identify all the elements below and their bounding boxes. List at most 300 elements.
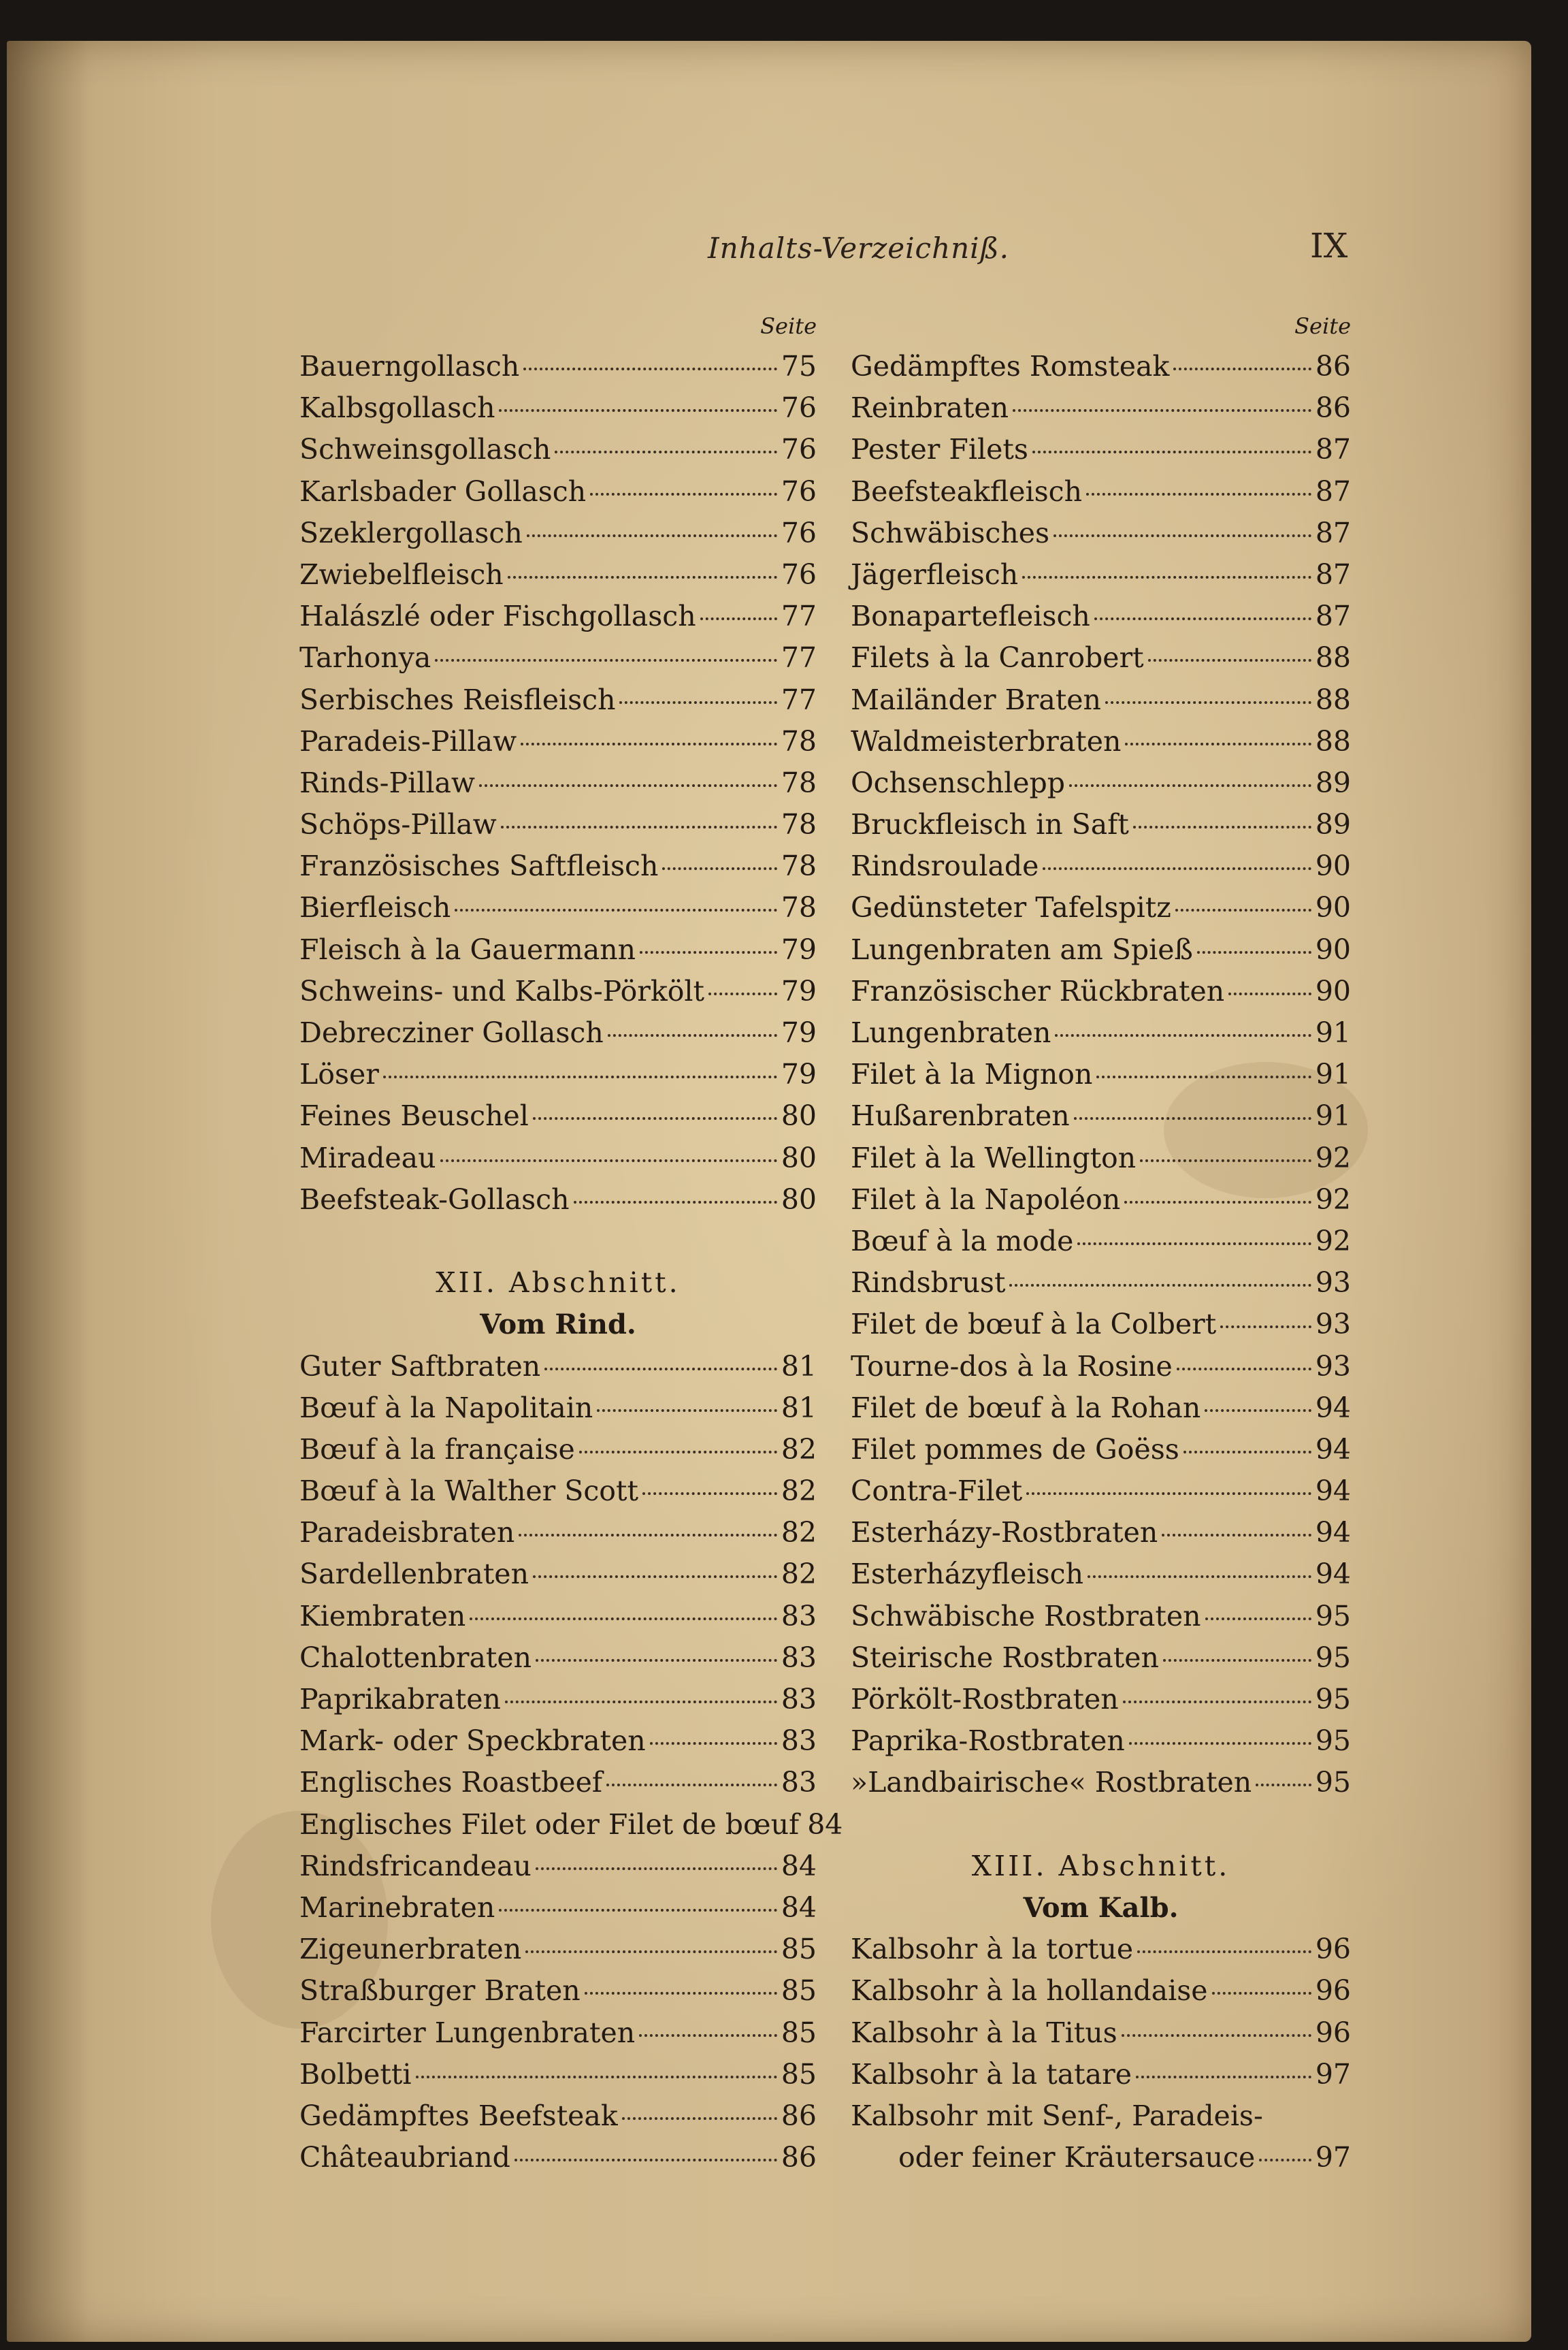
entry-page: 86 — [781, 2099, 817, 2132]
entry-title: Debrecziner Gollasch — [299, 1016, 604, 1049]
toc-entry — [851, 1720, 1351, 1762]
entry-title: Lungenbraten — [851, 1016, 1051, 1049]
toc-entry — [299, 554, 817, 596]
entry-page: 87 — [1315, 558, 1351, 591]
dot-leader — [1148, 659, 1311, 662]
entry-list — [851, 1929, 1351, 2095]
dot-leader — [383, 1076, 777, 1078]
entry-title: Straßburger Braten — [299, 1974, 581, 2008]
entry-page: 94 — [1315, 1432, 1351, 1466]
toc-entry — [851, 513, 1351, 554]
toc-entry — [299, 596, 817, 637]
entry-title: Bœuf à la française — [299, 1432, 575, 1466]
toc-entry — [299, 846, 817, 887]
toc-entry — [851, 1387, 1351, 1429]
entry-page: 79 — [781, 974, 817, 1008]
entry-title: Bolbetti — [299, 2057, 412, 2091]
dot-leader — [505, 1701, 777, 1703]
entry-title: Gedämpftes Romsteak — [851, 350, 1170, 383]
toc-entry — [299, 1095, 817, 1137]
entry-page: 91 — [1315, 1058, 1351, 1091]
dot-leader — [1140, 1159, 1311, 1162]
dot-leader — [608, 1034, 777, 1037]
entry-title: Gedünsteter Tafelspitz — [851, 891, 1171, 924]
entry-page: 87 — [1315, 516, 1351, 549]
dot-leader — [1220, 1325, 1311, 1328]
dot-leader — [619, 701, 777, 704]
dot-leader — [640, 951, 777, 954]
entry-title: Esterházy-Rostbraten — [851, 1516, 1158, 1549]
entry-page: 78 — [781, 808, 817, 841]
entry-page: 78 — [781, 850, 817, 883]
dot-leader — [499, 1909, 777, 1912]
dot-leader — [597, 1409, 777, 1412]
entry-page: 80 — [781, 1099, 817, 1133]
dot-leader — [1032, 451, 1311, 453]
dot-leader — [579, 1451, 777, 1453]
toc-entry — [851, 387, 1351, 429]
toc-entry — [299, 346, 817, 387]
entry-title: Contra-Filet — [851, 1475, 1023, 1508]
entry-title: Tourne-dos à la Rosine — [851, 1349, 1173, 1383]
seite-label: Seite — [760, 313, 817, 339]
entry-title: Rindsroulade — [851, 850, 1039, 883]
entry-title: Schweinsgollasch — [299, 433, 551, 466]
entry-title: Pester Filets — [851, 433, 1028, 466]
entry-list — [299, 346, 817, 1221]
entry-title: Englisches Roastbeef — [299, 1766, 603, 1799]
entry-title: Jägerfleisch — [851, 558, 1019, 591]
dot-leader — [1173, 368, 1311, 370]
entry-page: 78 — [781, 891, 817, 924]
dot-leader — [1069, 784, 1311, 787]
toc-entry — [851, 1262, 1351, 1304]
entry-page: 94 — [1315, 1391, 1351, 1424]
toc-entry — [851, 1095, 1351, 1137]
toc-entry — [299, 804, 817, 846]
section-heading: XII. Abschnitt. — [436, 1266, 681, 1300]
toc-entry — [851, 971, 1351, 1012]
dot-leader — [1133, 826, 1311, 828]
dot-leader — [1259, 2159, 1311, 2161]
dot-leader — [1175, 909, 1311, 912]
entry-page: 82 — [781, 1558, 817, 1591]
left-column — [299, 306, 843, 2178]
toc-entry — [851, 2137, 1351, 2178]
toc-entry-continued — [851, 2095, 1351, 2137]
entry-page: 80 — [781, 1141, 817, 1174]
toc-entry — [851, 1221, 1351, 1262]
toc-entry — [299, 637, 817, 679]
entry-title: Miradeau — [299, 1141, 436, 1174]
dot-leader — [536, 1867, 777, 1870]
dot-leader — [470, 1617, 777, 1620]
entry-title: Guter Saftbraten — [299, 1349, 541, 1383]
dot-leader — [523, 368, 777, 370]
entry-page: 90 — [1315, 891, 1351, 924]
entry-page: 79 — [781, 1058, 817, 1091]
toc-entry — [299, 1179, 817, 1221]
dot-leader — [514, 2159, 777, 2161]
toc-entry — [851, 596, 1351, 637]
entry-title: Serbisches Reisfleisch — [299, 683, 616, 716]
toc-entry — [299, 1512, 817, 1554]
entry-page: 86 — [1315, 391, 1351, 425]
entry-title: Zigeunerbraten — [299, 1933, 522, 1966]
entry-page: 90 — [1315, 933, 1351, 966]
entry-page: 89 — [1315, 808, 1351, 841]
entry-title: Kalbsohr mit Senf-, Paradeis- — [851, 2099, 1263, 2132]
dot-leader — [639, 2034, 777, 2037]
spacer — [851, 1804, 1351, 1846]
entry-title: Hußarenbraten — [851, 1099, 1070, 1133]
dot-leader — [533, 1117, 777, 1120]
toc-entry — [851, 679, 1351, 721]
entry-title: Kalbsohr à la tatare — [851, 2057, 1132, 2091]
entry-title: Halászlé oder Fischgollasch — [299, 600, 696, 633]
dot-leader — [1054, 534, 1311, 537]
entry-page: 86 — [781, 2141, 817, 2174]
toc-entry — [851, 1970, 1351, 2012]
toc-entry — [299, 471, 817, 513]
entry-page: 80 — [781, 1182, 817, 1216]
entry-page: 92 — [1315, 1224, 1351, 1257]
entry-title: Ochsenschlepp — [851, 766, 1065, 799]
entry-page: 89 — [1315, 766, 1351, 799]
toc-entry — [299, 1804, 843, 1846]
toc-entry — [299, 887, 817, 929]
entry-title: Paprika-Rostbraten — [851, 1724, 1125, 1758]
entry-page: 85 — [781, 1974, 817, 2008]
dot-leader — [1086, 493, 1311, 496]
dot-leader — [1013, 409, 1311, 412]
dot-leader — [1205, 1617, 1311, 1620]
dot-leader — [533, 1575, 777, 1578]
toc-entry — [851, 1138, 1351, 1179]
dot-leader — [1205, 1409, 1311, 1412]
dot-leader — [1026, 1492, 1311, 1495]
entry-title: Steirische Rostbraten — [851, 1641, 1159, 1674]
entry-title: Paradeisbraten — [299, 1516, 515, 1549]
entry-page: 94 — [1315, 1558, 1351, 1591]
toc-entry — [299, 1346, 817, 1387]
right-column — [851, 306, 1351, 2178]
entry-title: Rindsbrust — [851, 1266, 1006, 1300]
toc-entry — [299, 429, 817, 470]
dot-leader — [1137, 1950, 1311, 1953]
dot-leader — [1074, 1117, 1311, 1120]
toc-entry — [299, 387, 817, 429]
toc-entry — [299, 2095, 817, 2137]
dot-leader — [1163, 1659, 1311, 1662]
entry-page: 94 — [1315, 1475, 1351, 1508]
entry-page: 83 — [781, 1683, 817, 1716]
entry-page: 95 — [1315, 1683, 1351, 1716]
toc-entry — [299, 513, 817, 554]
dot-leader — [1129, 1742, 1311, 1745]
toc-entry — [851, 887, 1351, 929]
entry-title: Kiembraten — [299, 1599, 466, 1632]
dot-leader — [1177, 1368, 1311, 1370]
toc-entry — [851, 1429, 1351, 1470]
entry-page: 83 — [781, 1766, 817, 1799]
entry-page: 92 — [1315, 1182, 1351, 1216]
toc-entry — [299, 1054, 817, 1095]
entry-page: 97 — [1315, 2057, 1351, 2091]
entry-page: 95 — [1315, 1641, 1351, 1674]
entry-page: 76 — [781, 516, 817, 549]
entry-title: »Landbairische« Rostbraten — [851, 1766, 1252, 1799]
entry-page: 96 — [1315, 2016, 1351, 2049]
entry-page: 84 — [807, 1807, 843, 1841]
entry-title: oder feiner Kräutersauce — [898, 2141, 1256, 2174]
entry-page: 76 — [781, 433, 817, 466]
toc-entry — [299, 1637, 817, 1679]
entry-title: Esterházyfleisch — [851, 1558, 1084, 1591]
toc-entry — [851, 846, 1351, 887]
dot-leader — [1197, 951, 1311, 954]
entry-title: Karlsbader Gollasch — [299, 474, 587, 508]
section-heading: XIII. Abschnitt. — [971, 1849, 1230, 1882]
toc-entry — [851, 721, 1351, 762]
entry-page: 88 — [1315, 641, 1351, 675]
entry-page: 87 — [1315, 600, 1351, 633]
entry-page: 94 — [1315, 1516, 1351, 1549]
dot-leader — [662, 867, 777, 870]
entry-page: 77 — [781, 683, 817, 716]
dot-leader — [1043, 867, 1311, 870]
toc-entry — [851, 1762, 1351, 1803]
entry-title: Paradeis-Pillaw — [299, 724, 517, 758]
dot-leader — [555, 451, 777, 453]
entry-title: Bonapartefleisch — [851, 600, 1090, 633]
entry-title: Schwäbisches — [851, 516, 1050, 549]
entry-page: 75 — [781, 350, 817, 383]
entry-page: 83 — [781, 1724, 817, 1758]
dot-leader — [544, 1368, 777, 1370]
entry-title: Filet à la Mignon — [851, 1058, 1093, 1091]
dot-leader — [590, 493, 777, 496]
entry-title: Reinbraten — [851, 391, 1009, 425]
toc-entry — [851, 1012, 1351, 1054]
entry-title: Lungenbraten am Spieß — [851, 933, 1193, 966]
entry-page: 90 — [1315, 850, 1351, 883]
entry-title: Filet à la Napoléon — [851, 1182, 1121, 1216]
entry-title: Filet pommes de Goëss — [851, 1432, 1179, 1466]
dot-leader — [1077, 1242, 1311, 1245]
entry-title: Bœuf à la Napolitain — [299, 1391, 593, 1424]
toc-entry — [299, 1012, 817, 1054]
entry-title: Französisches Saftfleisch — [299, 850, 659, 883]
toc-entry — [299, 1929, 817, 1970]
dot-leader — [1256, 1784, 1311, 1786]
dot-leader — [606, 1784, 777, 1786]
entry-title: Bœuf à la Walther Scott — [299, 1475, 638, 1508]
seite-label: Seite — [1294, 313, 1351, 339]
page-number: IX — [1310, 226, 1348, 265]
entry-page: 85 — [781, 2016, 817, 2049]
toc-entry — [299, 1762, 817, 1803]
dot-leader — [708, 993, 777, 995]
entry-page: 96 — [1315, 1933, 1351, 1966]
entry-title: Filets à la Canrobert — [851, 641, 1144, 675]
toc-entry — [851, 2054, 1351, 2095]
toc-entry — [851, 1179, 1351, 1221]
toc-entry — [299, 1970, 817, 2012]
entry-list — [851, 346, 1351, 1804]
entry-title: Bœuf à la mode — [851, 1224, 1074, 1257]
toc-entry — [851, 1554, 1351, 1595]
toc-entry — [299, 679, 817, 721]
dot-leader — [519, 1534, 777, 1536]
toc-entry — [851, 346, 1351, 387]
entry-title: Kalbsgollasch — [299, 391, 495, 425]
entry-title: Paprikabraten — [299, 1683, 501, 1716]
entry-page: 81 — [781, 1349, 817, 1383]
entry-page: 79 — [781, 933, 817, 966]
entry-title: Bierfleisch — [299, 891, 451, 924]
entry-title: Filet à la Wellington — [851, 1141, 1137, 1174]
entry-page: 93 — [1315, 1266, 1351, 1300]
toc-entry — [299, 1470, 817, 1512]
entry-page: 85 — [781, 2057, 817, 2091]
entry-page: 95 — [1315, 1766, 1351, 1799]
dot-leader — [1228, 993, 1311, 995]
dot-leader — [1183, 1451, 1311, 1453]
entry-page: 91 — [1315, 1099, 1351, 1133]
entry-title: Bauerngollasch — [299, 350, 520, 383]
entry-title: Châteaubriand — [299, 2141, 510, 2174]
toc-entry — [299, 1596, 817, 1637]
entry-title: Chalottenbraten — [299, 1641, 532, 1674]
toc-entry — [851, 804, 1351, 846]
toc-entry — [299, 2012, 817, 2054]
toc-entry — [851, 1679, 1351, 1720]
entry-page: 88 — [1315, 683, 1351, 716]
dot-leader — [435, 659, 777, 662]
dot-leader — [440, 1159, 777, 1162]
toc-entry — [851, 1470, 1351, 1512]
entry-page: 83 — [781, 1641, 817, 1674]
entry-title: Beefsteakfleisch — [851, 474, 1083, 508]
entry-title: Englisches Filet oder Filet de bœuf — [299, 1807, 800, 1841]
toc-entry — [851, 762, 1351, 804]
entry-title: Kalbsohr à la Titus — [851, 2016, 1117, 2049]
entry-page: 95 — [1315, 1599, 1351, 1632]
entry-title: Marinebraten — [299, 1890, 495, 1924]
entry-title: Schöps-Pillaw — [299, 808, 497, 841]
entry-title: Pörkölt-Rostbraten — [851, 1683, 1119, 1716]
dot-leader — [536, 1659, 777, 1662]
entry-page: 88 — [1315, 724, 1351, 758]
dot-leader — [1124, 1201, 1311, 1204]
spacer — [299, 1221, 817, 1262]
toc-entry — [851, 1346, 1351, 1387]
entry-page: 92 — [1315, 1141, 1351, 1174]
toc-entry — [299, 929, 817, 971]
toc-entry — [851, 929, 1351, 971]
toc-entry — [851, 1637, 1351, 1679]
entry-page: 86 — [1315, 350, 1351, 383]
dot-leader — [1055, 1034, 1311, 1037]
entry-title: Tarhonya — [299, 641, 431, 675]
toc-entry — [299, 1679, 817, 1720]
entry-title: Rinds-Pillaw — [299, 766, 475, 799]
dot-leader — [1212, 1992, 1311, 1995]
entry-title: Szeklergollasch — [299, 516, 523, 549]
toc-entry — [851, 471, 1351, 513]
toc-entry — [299, 971, 817, 1012]
entry-title: Gedämpftes Beefsteak — [299, 2099, 618, 2132]
entry-page: 93 — [1315, 1349, 1351, 1383]
entry-title: Waldmeisterbraten — [851, 724, 1122, 758]
dot-leader — [525, 1950, 777, 1953]
dot-leader — [1162, 1534, 1311, 1536]
entry-page: 76 — [781, 474, 817, 508]
entry-title: Beefsteak-Gollasch — [299, 1182, 570, 1216]
entry-title: Kalbsohr à la tortue — [851, 1933, 1134, 1966]
entry-title: Filet de bœuf à la Colbert — [851, 1308, 1217, 1341]
dot-leader — [1136, 2076, 1311, 2078]
running-title: Inhalts-Verzeichniß. — [708, 231, 1010, 265]
dot-leader — [1096, 1076, 1311, 1078]
entry-title: Filet de bœuf à la Rohan — [851, 1391, 1201, 1424]
toc-entry — [851, 637, 1351, 679]
toc-entry — [851, 2012, 1351, 2054]
entry-page: 97 — [1315, 2141, 1351, 2174]
dot-leader — [1125, 743, 1311, 745]
entry-page: 96 — [1315, 1974, 1351, 2008]
entry-title: Kalbsohr à la hollandaise — [851, 1974, 1208, 2008]
dot-leader — [1123, 1701, 1311, 1703]
toc-entry — [299, 1720, 817, 1762]
entry-title: Schweins- und Kalbs-Pörkölt — [299, 974, 705, 1008]
toc-entry — [851, 1304, 1351, 1345]
entry-page: 77 — [781, 641, 817, 675]
dot-leader — [1094, 617, 1311, 620]
entry-page: 82 — [781, 1516, 817, 1549]
entry-title: Rindsfricandeau — [299, 1849, 532, 1882]
toc-entry — [299, 1554, 817, 1595]
entry-title: Bruckfleisch in Saft — [851, 808, 1129, 841]
toc-entry — [851, 1054, 1351, 1095]
dot-leader — [501, 826, 777, 828]
dot-leader — [416, 2076, 777, 2078]
dot-leader — [527, 534, 777, 537]
dot-leader — [1022, 576, 1311, 579]
book-page — [7, 41, 1531, 2342]
entry-title: Zwiebelfleisch — [299, 558, 504, 591]
entry-page: 84 — [781, 1890, 817, 1924]
toc-entry — [299, 2054, 817, 2095]
entry-title: Französischer Rückbraten — [851, 974, 1225, 1008]
entry-page: 87 — [1315, 433, 1351, 466]
dot-leader — [455, 909, 777, 912]
entry-page: 78 — [781, 766, 817, 799]
toc-entry — [299, 2137, 817, 2178]
dot-leader — [700, 617, 777, 620]
entry-page: 91 — [1315, 1016, 1351, 1049]
entry-page: 83 — [781, 1599, 817, 1632]
dot-leader — [585, 1992, 777, 1995]
entry-page: 82 — [781, 1432, 817, 1466]
entry-page: 85 — [781, 1933, 817, 1966]
entry-title: Feines Beuschel — [299, 1099, 529, 1133]
entry-page: 90 — [1315, 974, 1351, 1008]
dot-leader — [479, 784, 777, 787]
entry-page: 78 — [781, 724, 817, 758]
entry-title: Sardellenbraten — [299, 1558, 529, 1591]
